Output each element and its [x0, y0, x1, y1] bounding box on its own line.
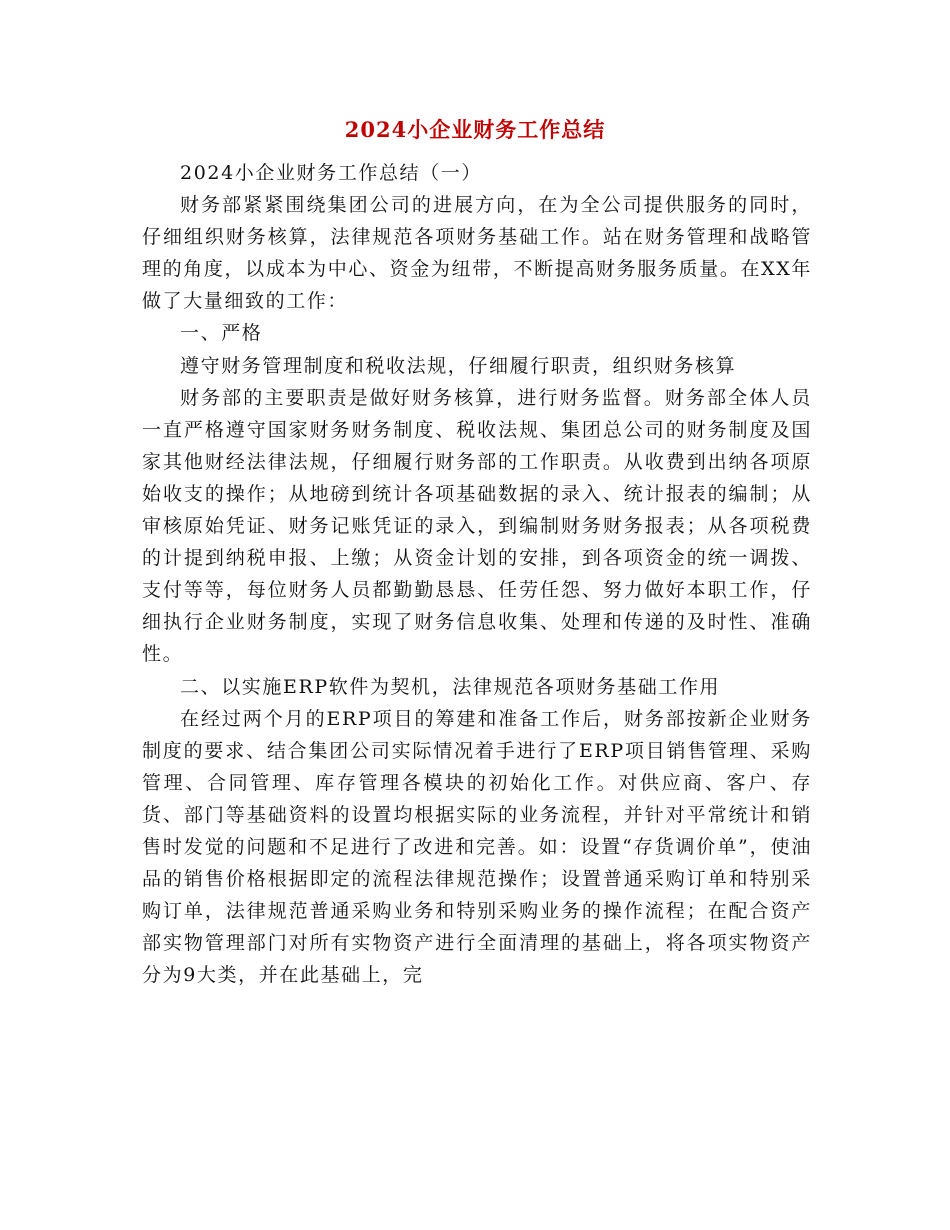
paragraph-subtitle: 2024小企业财务工作总结（一）	[180, 162, 482, 184]
section-heading-2: 二、以实施ERP软件为契机，法律规范各项财务基础工作用	[180, 675, 721, 698]
document-title: 2024小企业财务工作总结	[344, 117, 606, 142]
document-body	[142, 157, 812, 991]
paragraph-section-1: 财务部的主要职责是做好财务核算，进行财务监督。财务部全体人员一直严格遵守国家财务财务制度、税收法规、集团总公司的财务制度及国家其他财经法律法规，仔细履行财务部的工作职责。从收费到出纳各项原始收支的操作；从地磅到统计各项基础数据的录入、统计报表的编制；从审核原始凭证、财务记账凭证的录入，到编制财务财务报表；从各项税费的计提到纳税申报、上缴；从资金计划的安排，到各项资金的统一调拨、支付等等，每位财务人员都勤勤恳恳、任劳任怨、努力做好本职工作，仔细执行企业财务制度，实现了财务信息收集、处理和传递的及时性、准确性。	[142, 386, 812, 666]
paragraph-intro: 财务部紧紧围绕集团公司的进展方向，在为全公司提供服务的同时，仔细组织财务核算，法律规范各项财务基础工作。站在财务管理和战略管理的角度，以成本为中心、资金为纽带，不断提高财务服务质量。在XX年做了大量细致的工作：	[142, 194, 812, 313]
section-subheading-1: 遵守财务管理制度和税收法规，仔细履行职责，组织财务核算	[180, 354, 737, 377]
paragraph-section-2: 在经过两个月的ERP项目的筹建和准备工作后，财务部按新企业财务制度的要求、结合集团公司实际情况着手进行了ERP项目销售管理、采购管理、合同管理、库存管理各模块的初始化工作。对供应商、客户、存货、部门等基础资料的设置均根据实际的业务流程，并针对平常统计和销售时发觉的问题和不足进行了改进和完善。如：设置“存货调价单”，使油品的销售价格根据即定的流程法律规范操作；设置普通采购订单和特别采购订单，法律规范普通采购业务和特别采购业务的操作流程；在配合资产部实物管理部门对所有实物资产进行全面清理的基础上，将各项实物资产分为9大类，并在此基础上，完	[142, 707, 812, 987]
section-heading-1: 一、严格	[180, 322, 263, 345]
